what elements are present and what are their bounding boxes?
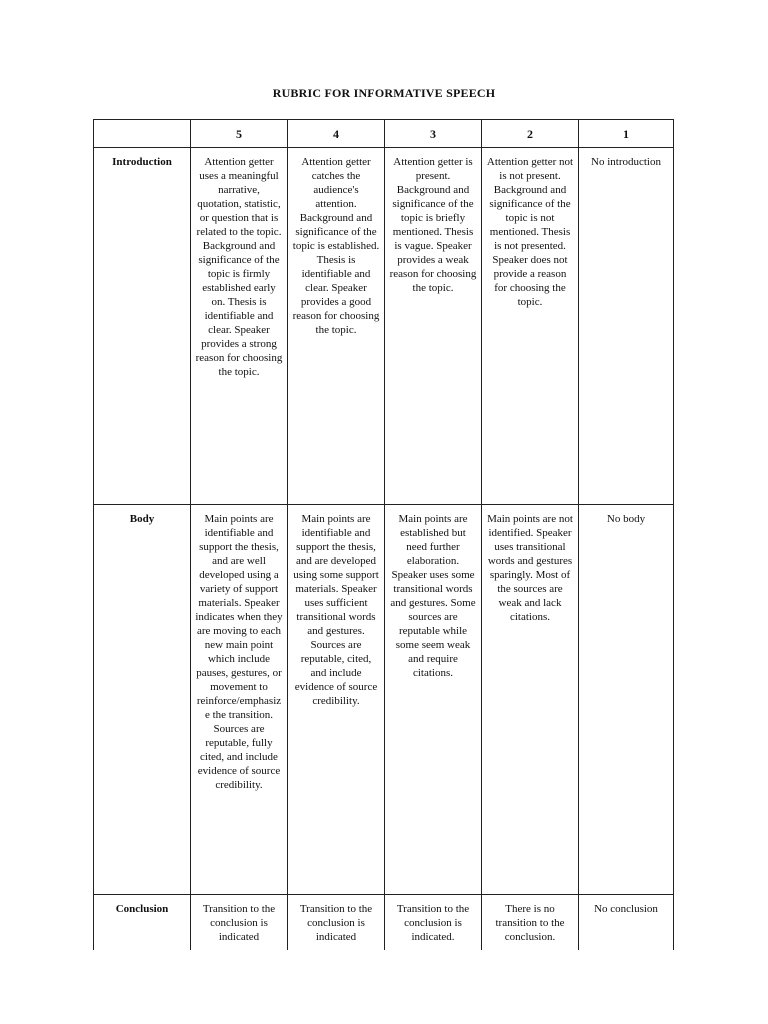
rubric-table	[93, 119, 674, 950]
table-row-introduction	[94, 148, 674, 505]
header-criterion-cell	[94, 120, 191, 148]
header-row	[94, 120, 674, 148]
header-score-2: 2	[482, 120, 579, 148]
header-score-5: 5	[191, 120, 288, 148]
rubric-cell: Main points are established but need further elaboration. Speaker uses some transitional words and gestures. Some sources are reputable while some seem weak and require citations.	[385, 505, 482, 895]
rubric-cell: Transition to the conclusion is indicated	[191, 895, 288, 951]
rubric-cell: Attention getter not is not present. Background and significance of the topic is not mentioned. Thesis is not presented. Speaker does not provide a reason for choosing the topic.	[482, 148, 579, 505]
rubric-cell: Attention getter uses a meaningful narrative, quotation, statistic, or question that is related to the topic. Background and significance of the topic is firmly established early on. Thesis is identifiable and clear. Speaker provides a strong reason for choosing the topic.	[191, 148, 288, 505]
header-score-4: 4	[288, 120, 385, 148]
criterion-label: Body	[94, 505, 191, 895]
criterion-label: Conclusion	[94, 895, 191, 951]
rubric-cell: Main points are identifiable and support the thesis, and are developed using some support materials. Speaker uses sufficient transitional words and gestures. Sources are reputable, cited, and include evidence of source credibility.	[288, 505, 385, 895]
rubric-cell: Transition to the conclusion is indicated.	[385, 895, 482, 951]
page-title: RUBRIC FOR INFORMATIVE SPEECH	[272, 86, 496, 100]
rubric-cell: No introduction	[579, 148, 674, 505]
rubric-cell: Attention getter catches the audience's attention. Background and significance of the topic is established. Thesis is identifiable and clear. Speaker provides a good reason for choosing the topic.	[288, 148, 385, 505]
table-row-body	[94, 505, 674, 895]
table-row-conclusion	[94, 895, 674, 951]
rubric-cell: Main points are not identified. Speaker uses transitional words and gestures sparingly. Most of the sources are weak and lack citations.	[482, 505, 579, 895]
rubric-cell: No conclusion	[579, 895, 674, 951]
rubric-cell: Attention getter is present. Background and significance of the topic is briefly mentioned. Thesis is vague. Speaker provides a weak reason for choosing the topic.	[385, 148, 482, 505]
rubric-cell: No body	[579, 505, 674, 895]
header-score-3: 3	[385, 120, 482, 148]
rubric-cell: Transition to the conclusion is indicated	[288, 895, 385, 951]
rubric-cell: Main points are identifiable and support the thesis, and are well developed using a variety of support materials. Speaker indicates when they are moving to each new main point which include pauses, gestures, or movement to reinforce/emphasize the transition. Sources are reputable, fully cited, and include evidence of source credibility.	[191, 505, 288, 895]
header-score-1: 1	[579, 120, 674, 148]
criterion-label: Introduction	[94, 148, 191, 505]
rubric-cell: There is no transition to the conclusion.	[482, 895, 579, 951]
